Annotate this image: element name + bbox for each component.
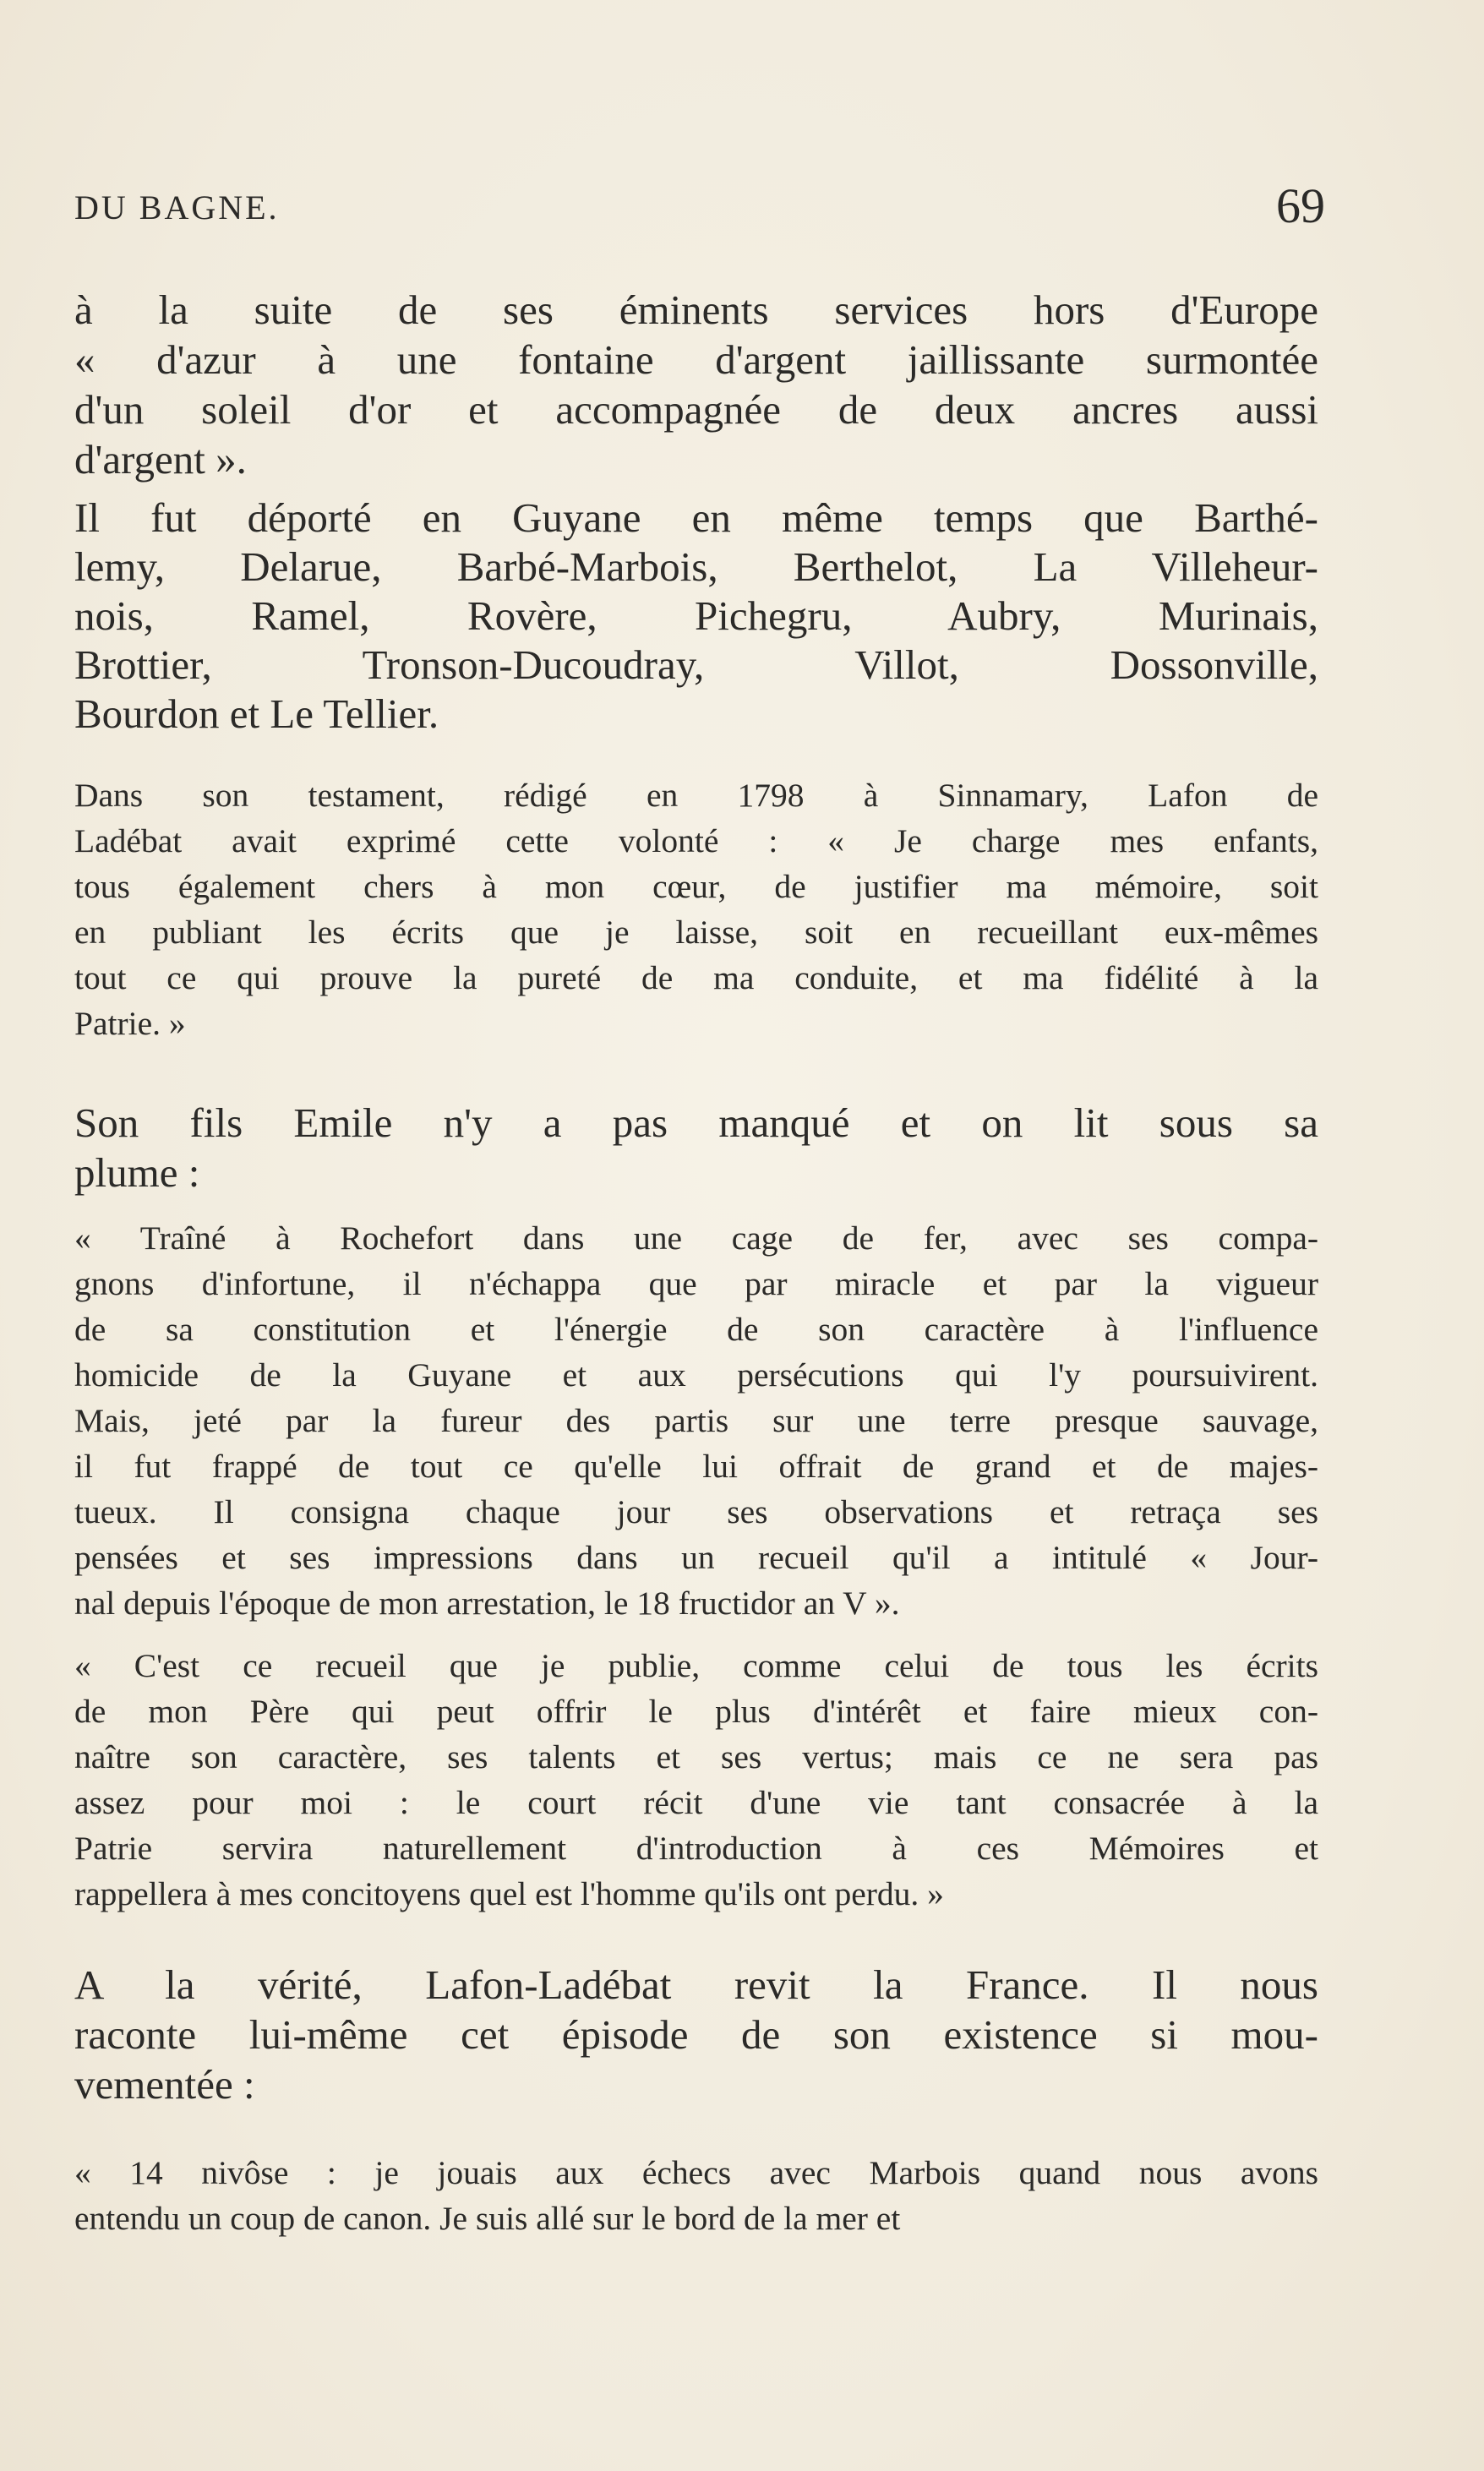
running-head: DU BAGNE. — [74, 188, 280, 226]
text-line: homicide de la Guyane et aux persécutions qui l'y poursuivirent. — [74, 1356, 1318, 1394]
text-line: de sa constitution et l'énergie de son caractère à l'influence — [74, 1311, 1318, 1348]
text-line: en publiant les écrits que je laisse, soit en recueillant eux-mêmes — [74, 914, 1318, 951]
text-line: à la suite de ses éminents services hors d'Europe — [74, 286, 1318, 333]
text-line: Bourdon et Le Tellier. — [74, 690, 439, 737]
text-line: Patrie servira naturellement d'introduction à ces Mémoires et — [74, 1830, 1318, 1867]
text-line: « C'est ce recueil que je publie, comme celui de tous les écrits — [74, 1647, 1318, 1684]
text-line: « Traîné à Rochefort dans une cage de fer, avec ses compa- — [74, 1219, 1318, 1257]
text-line: « 14 nivôse : je jouais aux échecs avec Marbois quand nous avons — [74, 2154, 1318, 2191]
text-line: nois, Ramel, Rovère, Pichegru, Aubry, Murinais, — [74, 592, 1318, 639]
text-line: A la vérité, Lafon-Ladébat revit la France. Il nous — [74, 1961, 1318, 2008]
text-line: d'un soleil d'or et accompagnée de deux ancres aussi — [74, 386, 1318, 433]
text-line: entendu un coup de canon. Je suis allé sur le bord de la mer et — [74, 2200, 901, 2237]
text-line: Brottier, Tronson-Ducoudray, Villot, Dossonville, — [74, 641, 1318, 688]
text-line: Son fils Emile n'y a pas manqué et on lit sous sa — [74, 1099, 1318, 1146]
text-line: d'argent ». — [74, 436, 247, 483]
text-line: Il fut déporté en Guyane en même temps que Barthé- — [74, 494, 1318, 541]
text-line: tous également chers à mon cœur, de justifier ma mémoire, soit — [74, 868, 1318, 905]
text-line: assez pour moi : le court récit d'une vie tant consacrée à la — [74, 1784, 1318, 1821]
text-line: Dans son testament, rédigé en 1798 à Sinnamary, Lafon de — [74, 777, 1318, 814]
text-line: plume : — [74, 1149, 200, 1196]
text-line: naître son caractère, ses talents et ses vertus; mais ce ne sera pas — [74, 1738, 1318, 1776]
text-line: Mais, jeté par la fureur des partis sur une terre presque sauvage, — [74, 1402, 1318, 1439]
page-header — [74, 178, 1325, 243]
text-line: raconte lui-même cet épisode de son existence si mou- — [74, 2011, 1318, 2058]
text-line: Patrie. » — [74, 1005, 186, 1042]
text-line: gnons d'infortune, il n'échappa que par miracle et par la vigueur — [74, 1265, 1318, 1302]
text-line: nal depuis l'époque de mon arrestation, le 18 fructidor an V ». — [74, 1585, 900, 1622]
page-number: 69 — [1276, 178, 1325, 233]
text-line: tueux. Il consigna chaque jour ses observations et retraça ses — [74, 1493, 1318, 1530]
text-line: il fut frappé de tout ce qu'elle lui offrait de grand et de majes- — [74, 1448, 1318, 1485]
text-line: vementée : — [74, 2061, 255, 2108]
text-line: Ladébat avait exprimé cette volonté : « Je charge mes enfants, — [74, 822, 1318, 859]
text-line: lemy, Delarue, Barbé-Marbois, Berthelot, La Villeheur- — [74, 543, 1318, 590]
text-line: rappellera à mes concitoyens quel est l'homme qu'ils ont perdu. » — [74, 1875, 944, 1912]
text-line: tout ce qui prouve la pureté de ma conduite, et ma fidélité à la — [74, 959, 1318, 996]
text-line: pensées et ses impressions dans un recueil qu'il a intitulé « Jour- — [74, 1539, 1318, 1576]
text-line: de mon Père qui peut offrir le plus d'intérêt et faire mieux con- — [74, 1693, 1318, 1730]
text-line: « d'azur à une fontaine d'argent jaillissante surmontée — [74, 336, 1318, 383]
